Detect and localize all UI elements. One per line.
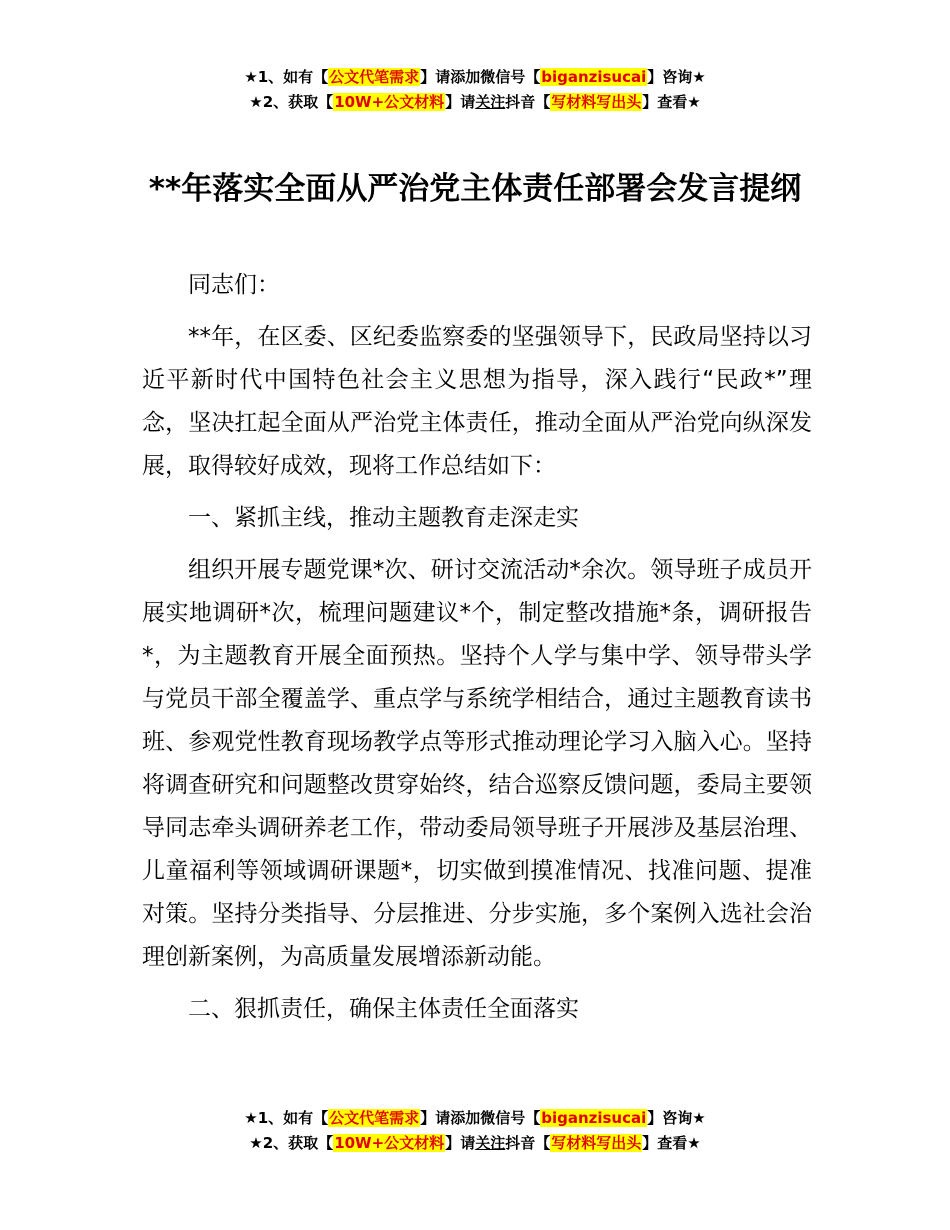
document-body <box>142 264 812 1031</box>
banner-line-2 <box>0 1131 950 1156</box>
banner-highlight: 10W+公文材料 <box>334 93 445 111</box>
salutation: 同志们： <box>188 272 280 298</box>
document-title: **年落实全面从严治党主体责任部署会发言提纲 <box>148 171 802 207</box>
section-paragraph-1: 组织开展专题党课*次、研讨交流活动*余次。领导班子成员开展实地调研*次，梳理问题建议*个，制定整改措施*条，调研报告*，为主题教育开展全面预热。坚持个人学与集中学、领导带头学与党员干部全覆盖学、重点学与系统学相结合，通过主题教育读书班、参观党性教育现场教学点等形式推动理论学习入脑入心。坚持将调查研究和问题整改贯穿始终，结合巡察反馈问题，委局主要领导同志牵头调研养老工作，带动委局领导班子开展涉及基层治理、儿童福利等领域调研课题*，切实做到摸准情况、找准问题、提准对策。坚持分类指导、分层推进、分步实施，多个案例入选社会治理创新案例，为高质量发展增添新动能。 <box>142 557 812 970</box>
header-banner <box>0 65 950 115</box>
banner-text: ★2、获取【 <box>249 1134 334 1152</box>
banner-text: ★2、获取【 <box>249 93 334 111</box>
banner-line-2 <box>0 90 950 115</box>
banner-text: 】请 <box>445 1134 476 1152</box>
banner-line-1 <box>0 1106 950 1131</box>
banner-line-1 <box>0 65 950 90</box>
banner-highlight: 公文代笔需求 <box>329 1109 420 1127</box>
banner-highlight: biganzisucai <box>541 1109 647 1127</box>
banner-highlight: 10W+公文材料 <box>334 1134 445 1152</box>
banner-highlight: 写材料写出头 <box>551 1134 642 1152</box>
banner-text: 抖音【 <box>505 1134 551 1152</box>
banner-text: 】查看★ <box>642 1134 701 1152</box>
banner-text: 】请添加微信号【 <box>420 68 541 86</box>
banner-text: 】咨询★ <box>647 68 706 86</box>
intro-paragraph: **年，在区委、区纪委监察委的坚强领导下，民政局坚持以习近平新时代中国特色社会主义思想为指导，深入践行“民政*”理念，坚决扛起全面从严治党主体责任，推动全面从严治党向纵深发展，取得较好成效，现将工作总结如下： <box>142 324 812 479</box>
banner-text: 】请添加微信号【 <box>420 1109 541 1127</box>
banner-highlight: 公文代笔需求 <box>329 68 420 86</box>
banner-highlight: biganzisucai <box>541 68 647 86</box>
banner-underlined-text: 关注 <box>475 93 506 111</box>
section-heading-1: 一、紧抓主线，推动主题教育走深走实 <box>188 505 579 531</box>
banner-text: ★1、如有【 <box>244 68 329 86</box>
banner-text: ★1、如有【 <box>244 1109 329 1127</box>
banner-text: 】请 <box>445 93 476 111</box>
section-heading-2: 二、狠抓责任，确保主体责任全面落实 <box>188 996 579 1022</box>
banner-text: 】咨询★ <box>647 1109 706 1127</box>
banner-text: 抖音【 <box>505 93 551 111</box>
banner-underlined-text: 关注 <box>475 1134 506 1152</box>
footer-banner <box>0 1106 950 1156</box>
banner-text: 】查看★ <box>642 93 701 111</box>
banner-highlight: 写材料写出头 <box>551 93 642 111</box>
